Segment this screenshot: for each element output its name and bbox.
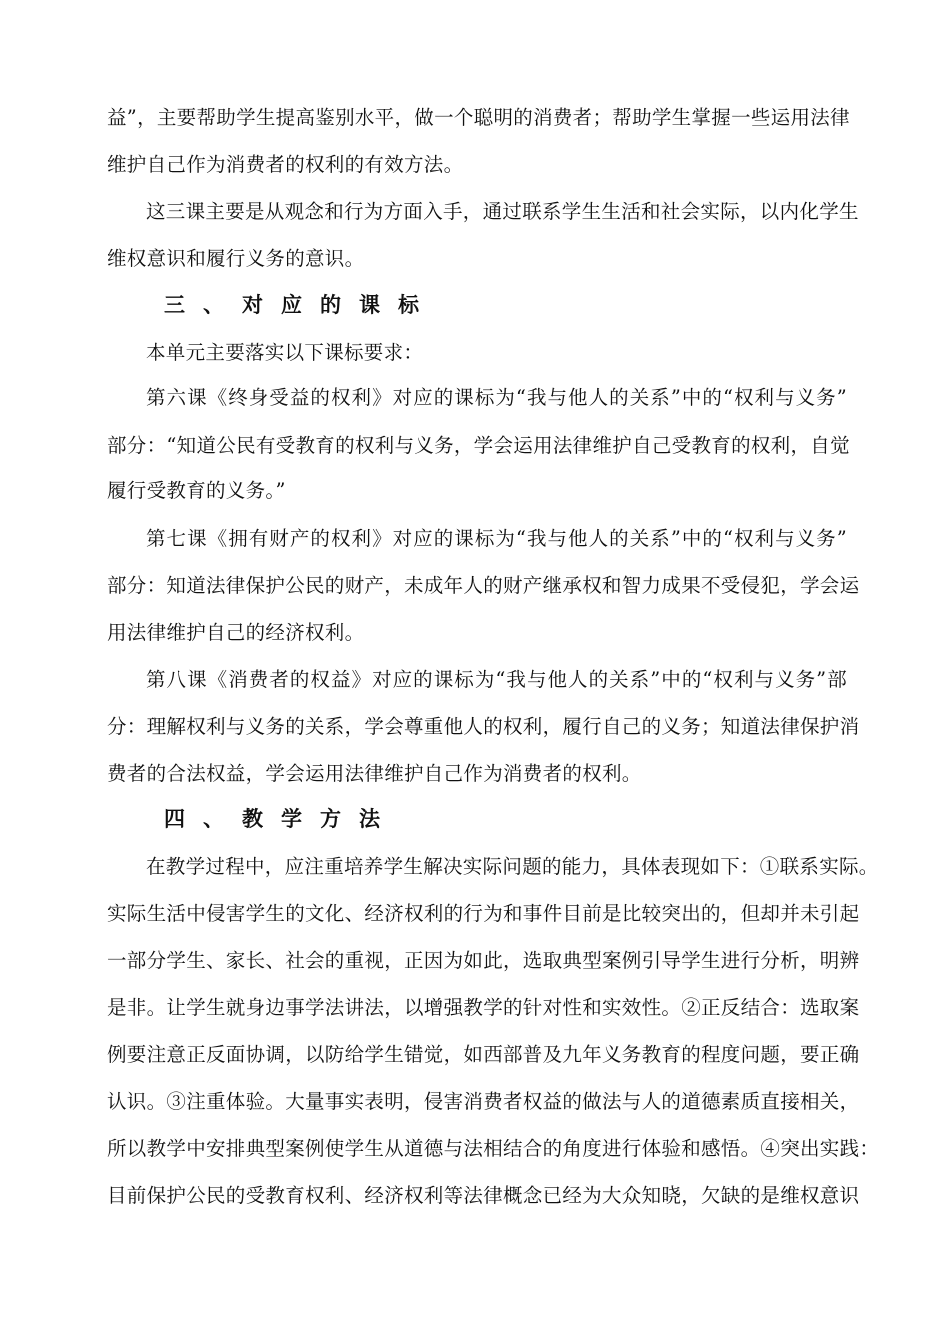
text-line: 维权意识和履行义务的意识。 xyxy=(107,247,365,270)
text-line: 分：理解权利与义务的关系，学会尊重他人的权利，履行自己的义务；知道法律保护消 xyxy=(107,715,860,738)
text-line: 用法律维护自己的经济权利。 xyxy=(107,621,365,644)
text-line: 本单元主要落实以下课标要求： xyxy=(146,341,424,364)
text-line: 维护自己作为消费者的权利的有效方法。 xyxy=(107,153,464,176)
text-line: 部分：“知道公民有受教育的权利与义务，学会运用法律维护自己受教育的权利，自觉 xyxy=(107,434,850,457)
text-line: 所以教学中安排典型案例使学生从道德与法相结合的角度进行体验和感悟。④突出实践： xyxy=(107,1137,880,1160)
text-line: 一部分学生、家长、社会的重视，正因为如此，选取典型案例引导学生进行分析，明辨 xyxy=(107,949,860,972)
text-line: 履行受教育的义务。” xyxy=(107,479,286,502)
section-heading-4: 四、教学方法 xyxy=(164,807,398,831)
section-heading-3: 三、对应的课标 xyxy=(164,293,437,317)
text-line: 第七课《拥有财产的权利》对应的课标为“我与他人的关系”中的“权利与义务” xyxy=(146,527,847,550)
text-line: 是非。让学生就身边事学法讲法，以增强教学的针对性和实效性。②正反结合：选取案 xyxy=(107,996,860,1019)
text-line: 目前保护公民的受教育权利、经济权利等法律概念已经为大众知晓，欠缺的是维权意识 xyxy=(107,1184,860,1207)
text-line: 益”，主要帮助学生提高鉴别水平，做一个聪明的消费者；帮助学生掌握一些运用法律 xyxy=(107,106,850,129)
text-line: 实际生活中侵害学生的文化、经济权利的行为和事件目前是比较突出的，但却并未引起 xyxy=(107,902,860,925)
text-line: 费者的合法权益，学会运用法律维护自己作为消费者的权利。 xyxy=(107,762,642,785)
text-line: 例要注意正反面协调，以防给学生错觉，如西部普及九年义务教育的程度问题，要正确 xyxy=(107,1043,860,1066)
text-line: 部分：知道法律保护公民的财产，未成年人的财产继承权和智力成果不受侵犯，学会运 xyxy=(107,574,860,597)
text-line: 在教学过程中，应注重培养学生解决实际问题的能力，具体表现如下：①联系实际。 xyxy=(146,855,879,878)
text-line: 这三课主要是从观念和行为方面入手，通过联系学生生活和社会实际，以内化学生 xyxy=(146,200,859,223)
text-line: 第八课《消费者的权益》对应的课标为“我与他人的关系”中的“权利与义务”部 xyxy=(146,668,847,691)
text-line: 第六课《终身受益的权利》对应的课标为“我与他人的关系”中的“权利与义务” xyxy=(146,386,847,409)
text-line: 认识。③注重体验。大量事实表明，侵害消费者权益的做法与人的道德素质直接相关， xyxy=(107,1090,860,1113)
